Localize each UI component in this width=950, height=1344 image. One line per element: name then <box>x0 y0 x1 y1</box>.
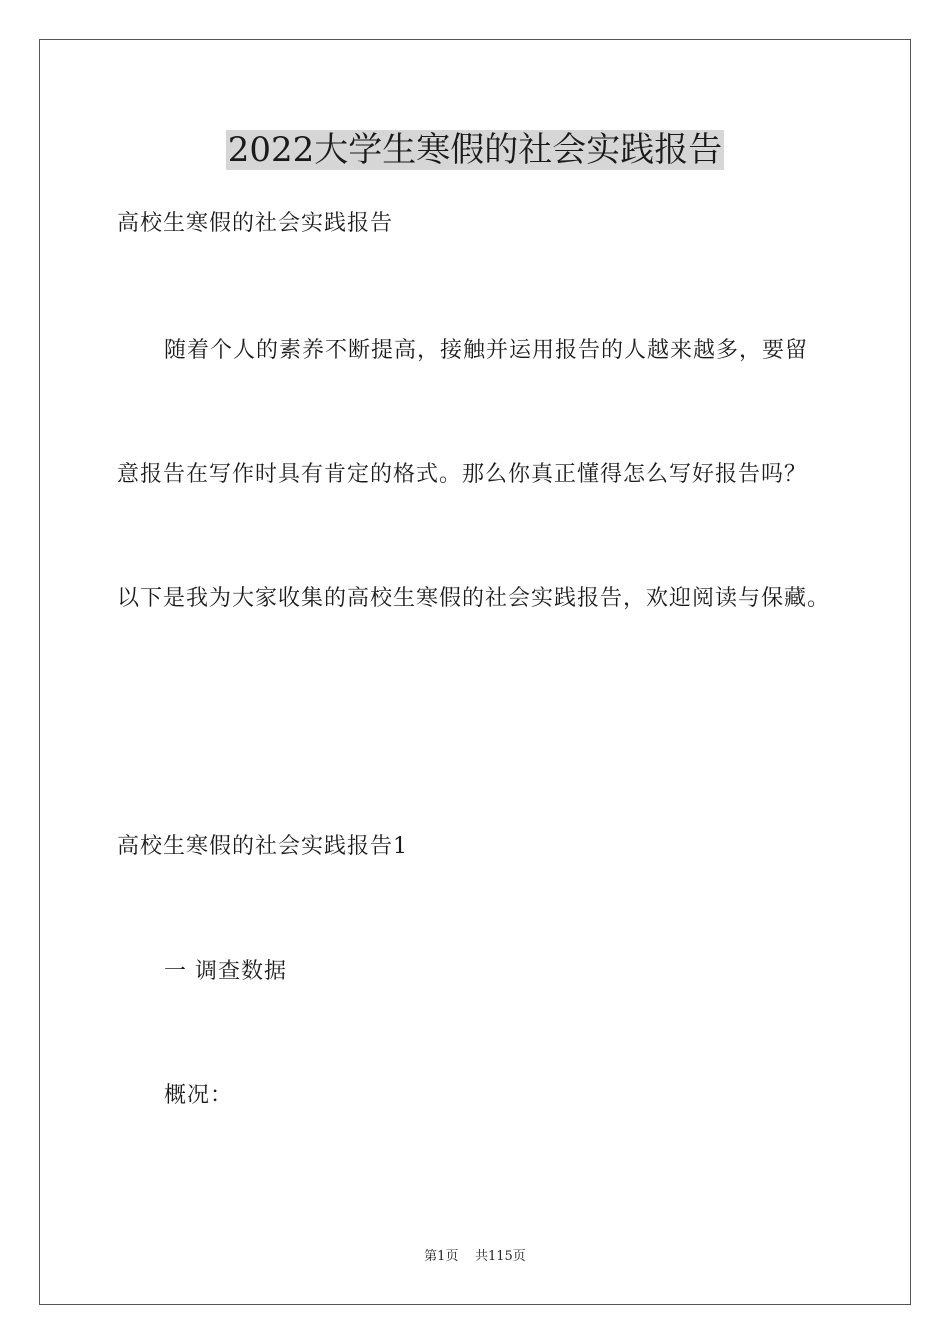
page-total: 共115页 <box>474 1249 526 1264</box>
overview-label: 概况： <box>164 1083 234 1108</box>
document-subtitle: 高校生寒假的社会实践报告 <box>117 211 394 236</box>
intro-paragraph-line-3: 以下是我为大家收集的高校生寒假的社会实践报告，欢迎阅读与保藏。 <box>117 586 831 611</box>
page-number: 第1页 <box>424 1249 459 1264</box>
document-title <box>0 128 950 172</box>
document-title-text: 2022大学生寒假的社会实践报告 <box>227 130 723 170</box>
intro-paragraph-line-2: 意报告在写作时具有肯定的格式。那么你真正懂得怎么写好报告吗？ <box>117 462 808 487</box>
intro-paragraph-line-1: 随着个人的素养不断提高，接触并运用报告的人越来越多，要留 <box>164 338 809 363</box>
page-footer <box>0 1248 950 1266</box>
subsection-heading: 一 调查数据 <box>164 959 287 984</box>
section-heading: 高校生寒假的社会实践报告1 <box>117 834 408 859</box>
